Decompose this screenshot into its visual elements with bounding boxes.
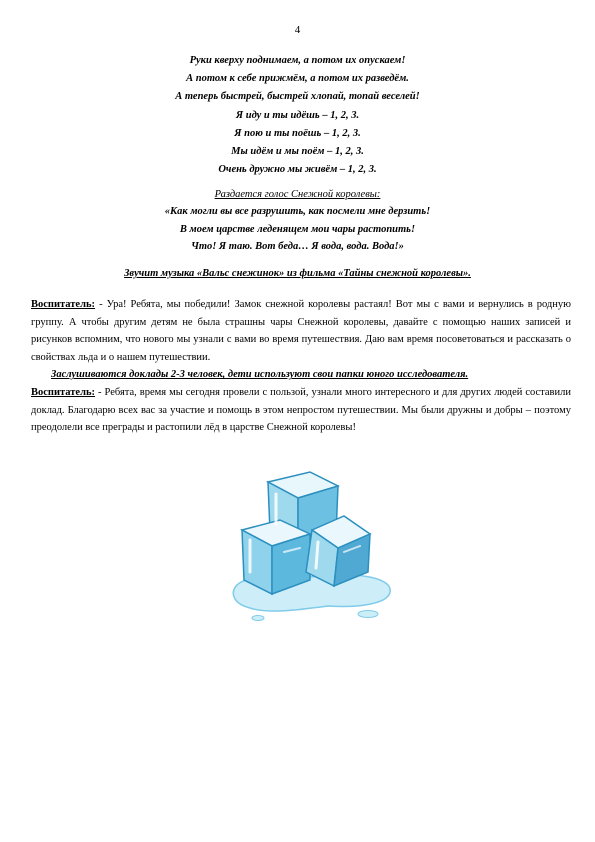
poem-line: А теперь быстрей, быстрей хлопай, топай веселей! [175,91,420,103]
poem-line: Мы идём и мы поём – 1, 2, 3. [231,146,364,158]
voice-line: Что! Я таю. Вот беда… Я вода, вода. Вода!» [191,241,404,252]
speaker-label: Воспитатель: [31,299,96,310]
teacher-paragraph [31,296,571,366]
voice-line: В моем царстве леденящем мои чары растопить! [179,223,416,235]
poem-block [0,52,595,179]
prose-block [31,296,571,437]
paragraph-text: - Ура! Ребята, мы победили! Замок снежной королевы растаял! Вот мы с вами и вернулись в родную группу. А чтобы другим детям не была страшны чары Снежной королевы, давайте с помощью наших записей и рисунков вспомним, что нового мы узнали с вами во время путешествия. Даю вам время посоветоваться и рассказать о свойствах льда и о нашем путешествии. [31,299,571,363]
teacher-paragraph [31,384,571,437]
snow-queen-voice-block [0,186,595,256]
ice-cubes-icon [228,468,398,628]
poem-line: Я иду и ты идёшь – 1, 2, 3. [235,109,360,121]
poem-line: Я пою и ты поёшь – 1, 2, 3. [234,127,361,139]
poem-line: Очень дружно мы живём – 1, 2, 3. [218,164,377,176]
stage-direction: Заслушиваются доклады 2-3 человек, дети используют свои папки юного исследователя. [51,369,469,381]
page-number: 4 [294,24,301,36]
voice-line: «Как могли вы все разрушить, как посмели мне дерзить! [164,206,431,217]
poem-line: Руки кверху поднимаем, а потом их опускаем! [189,55,406,66]
poem-line: А потом к себе прижмём, а потом их разведём. [186,73,409,85]
music-direction: Звучит музыка «Вальс снежинок» из фильма «Тайны снежной королевы». [124,268,471,279]
voice-heading: Раздается голос Снежной королевы: [214,189,381,200]
speaker-label: Воспитатель: [31,386,96,398]
paragraph-text: - Ребята, время мы сегодня провели с пользой, узнали много интересного и для других людей составили доклад. Благодарю всех вас за участие и помощь в этом непростом путешествии. Мы были дружны и добры – поэтому преодолели все преграды и растопили лёд в царстве Снежной королевы! [31,386,571,434]
